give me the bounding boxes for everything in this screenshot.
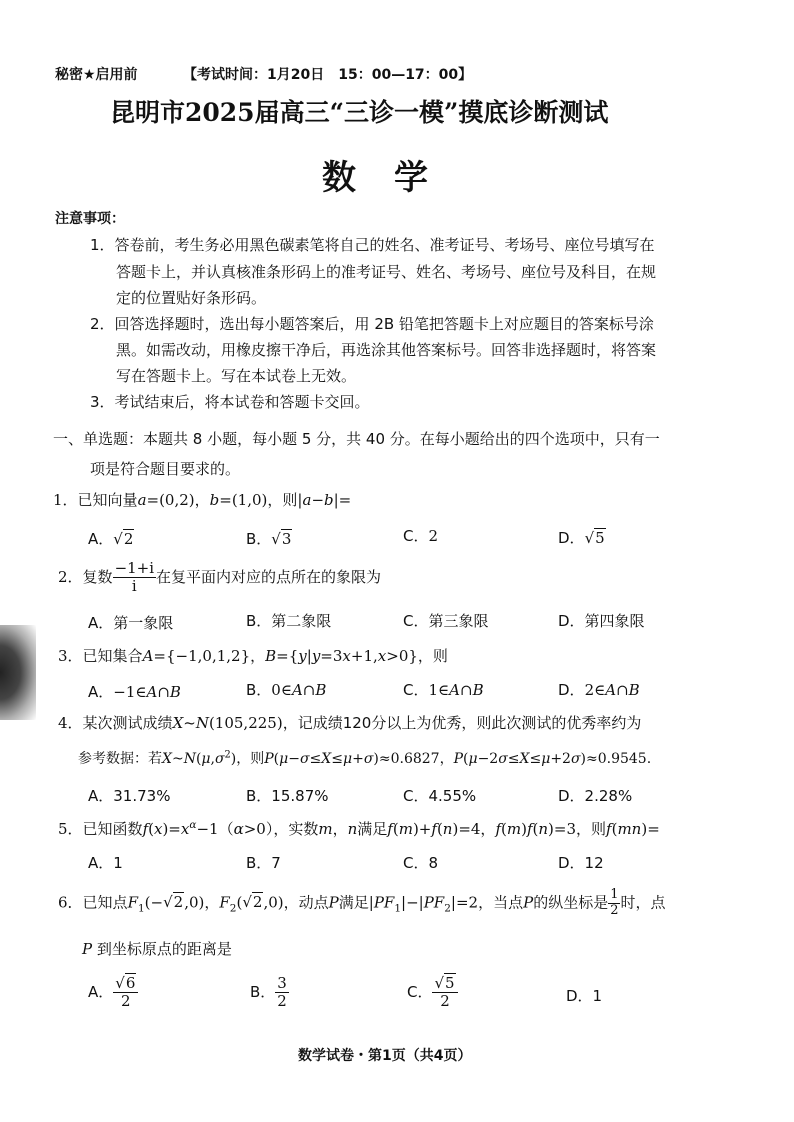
notice-item-3-line-1: 3．考试结束后，将本试卷和答题卡交回。	[90, 393, 370, 411]
question-3-option-a[interactable]: A．−1∈A∩B	[88, 683, 181, 701]
question-6-option-b[interactable]: B． $\frac{3}{2}$	[250, 974, 287, 1011]
question-6-option-c[interactable]: C． $\frac{√5}{2}$	[407, 975, 458, 1011]
question-4-option-c[interactable]: C．4.55%	[403, 787, 477, 805]
question-3-option-d[interactable]: D．2∈A∩B	[558, 681, 640, 699]
confidential-label: 秘密★启用前	[55, 67, 138, 83]
question-3-option-b[interactable]: B．0∈A∩B	[246, 681, 327, 699]
question-4-option-d[interactable]: D．2.28%	[558, 787, 633, 805]
question-4-number: 4．	[58, 714, 83, 732]
notice-item-1-line-2: 答题卡上，并认真核准条形码上的准考证号、姓名、考场号、座位号及科目，在规	[116, 263, 657, 281]
question-4-reference: 参考数据：若$X\sim N(\mu,\sigma^2)$，则P(μ−σ≤X≤μ+σ)≈0.6827，P(μ−2σ≤X≤μ+2σ)≈0.9545.	[78, 749, 652, 767]
question-6: 6．已知点$F_1(-√2,0)$，$F_2(√2,0)$，动点P满足$|PF_1|-|PF_2|=2$，当点P的纵坐标是 $\frac{1}{2}$ 时，点	[58, 887, 666, 918]
question-1-option-a[interactable]: A．√2	[88, 530, 134, 548]
section-1-heading: 一、单选题：本题共 8 小题，每小题 5 分，共 40 分。在每小题给出的四个选项中，只有一	[53, 430, 660, 448]
notice-item-1-line-3: 定的位置贴好条形码。	[116, 289, 267, 307]
question-2-option-d[interactable]: D．第四象限	[558, 612, 645, 630]
question-4-option-a[interactable]: A．31.73%	[88, 787, 171, 805]
question-1-option-c[interactable]: C．2	[403, 527, 439, 545]
question-5: 5．已知函数$f(x)=x^\alpha-1(\alpha>0)$，实数m，n满足f(m)+f(n)=4，f(m)f(n)=3，则f(mn)=	[58, 819, 660, 838]
scan-shadow	[0, 625, 36, 720]
question-2-option-a[interactable]: A．第一象限	[88, 614, 174, 632]
question-6-cont: P 到坐标原点的距离是	[82, 940, 232, 958]
notice-item-2-line-1: 2．回答选择题时，选出每小题答案后，用 2B 铅笔把答题卡上对应题目的答案标号涂	[90, 315, 654, 333]
notice-item-2-line-3: 写在答题卡上。写在本试卷上无效。	[116, 367, 357, 385]
question-5-option-b[interactable]: B．7	[246, 854, 281, 872]
page-footer: 数学试卷・第1页（共4页）	[298, 1048, 472, 1064]
question-5-option-c[interactable]: C．8	[403, 854, 439, 872]
question-1-option-b[interactable]: B．√3	[246, 530, 292, 548]
notice-item-2-line-2: 黑。如需改动，用橡皮擦干净后，再选涂其他答案标号。回答非选择题时，将答案	[116, 341, 657, 359]
question-5-option-a[interactable]: A．1	[88, 854, 123, 872]
question-2-option-c[interactable]: C．第三象限	[403, 612, 489, 630]
question-2-number: 2．	[58, 567, 83, 586]
question-1-option-c-value: 2	[428, 527, 439, 545]
subject-title: 数 学	[322, 158, 430, 198]
question-5-option-d[interactable]: D．12	[558, 854, 604, 872]
question-1-number: 1．	[53, 491, 78, 509]
question-1: 1．已知向量a=(0,2)，b=(1,0)，则|a−b|=	[53, 491, 352, 509]
question-2-fraction: $\frac{-1+i}{i}$	[114, 559, 155, 596]
question-3-option-c[interactable]: C．1∈A∩B	[403, 681, 484, 699]
question-3: 3．已知集合A={−1,0,1,2}，B={y|y=3x+1,x>0}，则	[58, 647, 448, 665]
question-6-option-d[interactable]: D．1	[566, 987, 603, 1005]
exam-time: 【考试时间：1月20日 15：00—17：00】	[183, 67, 473, 83]
notice-item-1-line-1: 1．答卷前，考生务必用黑色碳素笔将自己的姓名、准考证号、考场号、座位号填写在	[90, 236, 655, 254]
question-1-text-b: ，则	[267, 491, 298, 509]
question-2-option-b[interactable]: B．第二象限	[246, 612, 332, 630]
question-1-text-a: 已知向量	[77, 491, 138, 509]
question-2: 2．复数 $\frac{-1+i}{i}$ 在复平面内对应的点所在的象限为	[58, 559, 382, 596]
question-5-number: 5．	[58, 820, 83, 838]
section-1-heading-cont: 项是符合题目要求的。	[90, 460, 241, 478]
question-6-option-a[interactable]: A． $\frac{√6}{2}$	[88, 975, 138, 1011]
question-4-option-b[interactable]: B．15.87%	[246, 787, 329, 805]
question-1-option-d[interactable]: D．√5	[558, 529, 605, 547]
page-title: 昆明市2025届高三“三诊一模”摸底诊断测试	[110, 98, 609, 127]
question-6-number: 6．	[58, 893, 83, 912]
notice-heading: 注意事项：	[55, 211, 125, 227]
question-4: 4．某次测试成绩X~N(105,225)，记成绩120分以上为优秀，则此次测试的优秀率约为	[58, 714, 642, 732]
question-3-number: 3．	[58, 647, 83, 665]
